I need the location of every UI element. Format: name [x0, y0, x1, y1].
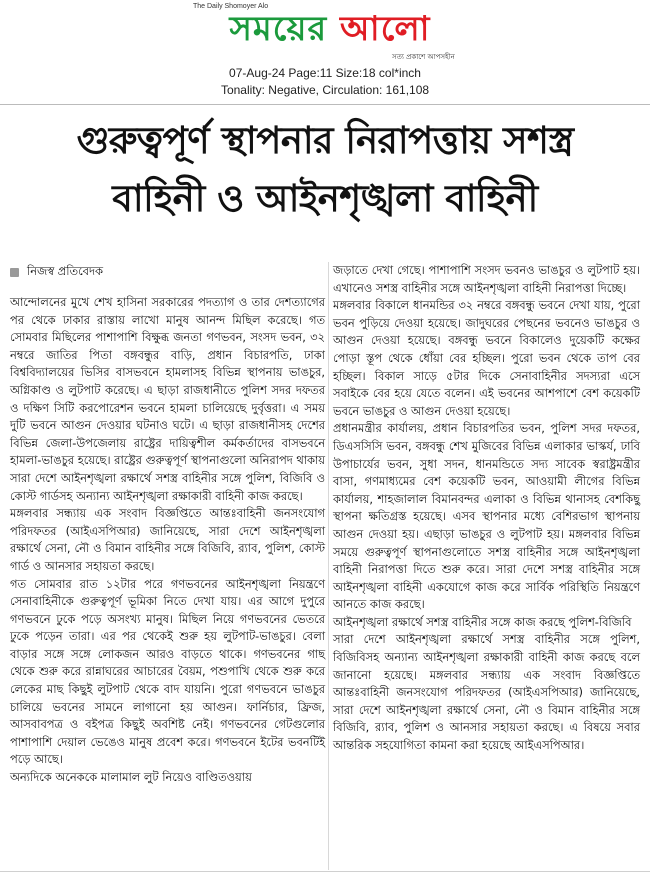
article-subheading: আইনশৃঙ্খলা রক্ষার্থে সশস্ত্র বাহিনীর সঙ্গে কাজ করছে পুলিশ-বিজিবি — [333, 614, 632, 629]
article-paragraph: অন্যদিকে অনেককে মালামাল লুট নিয়েও বাণ্ডিতওয়ায় — [10, 770, 252, 785]
bottom-divider — [0, 871, 650, 872]
article-paragraph: মঙ্গলবার সন্ধ্যায় এক সংবাদ বিজ্ঞপ্তিতে আন্তঃবাহিনী জনসংযোগ পরিদফতর (আইএসপিআর) জানিয়েছে, সারা দেশে আইনশৃঙ্খলা রক্ষার্থে সেনা, নৌ ও বিমান বাহিনীর সঙ্গে বিজিবি, র‍্যাব, পুলিশ, কোস্ট গার্ড ও আনসার সহায়তা করছে। — [10, 506, 325, 573]
logo-word-1: সময়ের — [229, 9, 328, 49]
newspaper-logo — [195, 8, 465, 50]
article-column-left — [10, 262, 325, 787]
clipping-meta-tonality: Tonality: Negative, Circulation: 161,108 — [220, 83, 430, 97]
article-paragraph: প্রধানমন্ত্রীর কার্যালয়, প্রধান বিচারপতির ভবন, পুলিশ সদর দফতর, ডিএসসিসি ভবন, বঙ্গবন্ধু শেখ মুজিবের বিভিন্ন এলাকার ভাস্কর্য, ঢাবি উপাচার্যের ভবন, সুধা সদন, ধানমন্ডিতে সদ্য সাবেক স্বরাষ্ট্রমন্ত্রীর বাসা, গণমাধ্যমের বেশ কয়েকটি ভবন, আওয়ামী লীগের বিভিন্ন কার্যালয়, শাহজালাল বিমানবন্দর এলাকা ও বিভিন্ন থানাসহ বেশকিছু স্থাপনা ক্ষতিগ্রস্ত হয়েছে। এসব স্থাপনার মধ্যে বেশিরভাগ স্থাপনায় আগুন দেওয়া হয়। এছাড়া ভাঙচুর ও লুটপাট হয়। মঙ্গলবার বিভিন্ন সময়ে গুরুত্বপূর্ণ স্থাপনাগুলোতে সশস্ত্র বাহিনীর সঙ্গে আইনশৃঙ্খলা বাহিনী নিরাপত্তা দিতে শুরু করে। সারা দেশে সশস্ত্র বাহিনীর সঙ্গে আইনশৃঙ্খলা বাহিনী একযোগে কাজ করে সার্বিক পরিস্থিতি নিয়ন্ত্রণে আনতে কাজ করছে। — [333, 421, 640, 612]
article-paragraph: গত সোমবার রাত ১২টার পরে গণভবনের আইনশৃঙ্খলা নিয়ন্ত্রণে সেনাবাহিনীকে গুরুত্বপূর্ণ ভূমিকা নিতে দেখা যায়। এর আগে দুপুরে গণভবনে ঢুকে পড়ে অসংখ্য মানুষ। মিছিল নিয়ে গণভবনের ভেতরে ঢুকে পড়েন তারা। এর পর থেকেই শুরু হয় লুটপাট-ভাঙচুর। বেলা বাড়ার সঙ্গে সঙ্গে লোকজন আরও বাড়তে থাকে। গণভবনের গাছ থেকে শুরু করে রান্নাঘরের আচারের বৈয়ম, পশুপাখি থেকে শুরু করে লেকের মাছ কিছুই লুটপাট থেকে বাদ যায়নি। পুরো গণভবনে ভাঙচুর চালিয়ে ভবনের সামনে লাগানো হয় আগুন। ফার্নিচার, ফ্রিজ, আসবাবপত্র ও বইপত্র কিছুই অবশিষ্ট নেই। গণভবনের গেটগুলোর পাশাপাশি দেয়াল ভেঙেও মানুষ প্রবেশ করে। গণভবনে ইটের ভবনটিই পড়ে আছে। — [10, 576, 325, 767]
masthead — [0, 0, 650, 60]
byline — [10, 262, 325, 282]
column-divider — [328, 262, 329, 870]
byline-text: নিজস্ব প্রতিবেদক — [27, 264, 103, 279]
clipping-meta-date-page: 07-Aug-24 Page:11 Size:18 col*inch — [229, 66, 421, 80]
headline-line-1: গুরুত্বপূর্ণ স্থাপনার নিরাপত্তায় সশস্ত্র — [76, 119, 574, 162]
masthead-english-name: The Daily Shomoyer Alo — [193, 3, 269, 10]
headline-line-2: বাহিনী ও আইনশৃঙ্খলা বাহিনী — [112, 177, 538, 220]
article-paragraph: জড়াতে দেখা গেছে। পাশাপাশি সংসদ ভবনও ভাঙচুর ও লুটপাট হয়। এখানেও সশস্ত্র বাহিনীর সঙ্গে আইনশৃঙ্খলা বাহিনী নিরাপত্তা দিচ্ছে। — [333, 263, 640, 295]
article-column-right — [333, 262, 640, 755]
article-paragraph: আন্দোলনের মুখে শেখ হাসিনা সরকারের পদত্যাগ ও তার দেশত্যাগের পর থেকে ঢাকার রাস্তায় লাখো মানুষ আনন্দ মিছিল করেছে। গত সোমবার মিছিলের পাশাপাশি বিক্ষুব্ধ জনতা গণভবন, সংসদ ভবন, ৩২ নম্বরে জাতির পিতা বঙ্গবন্ধুর বাড়ি, প্রধান বিচারপতি, ঢাকা বিশ্ববিদ্যালয়ের ভিসির বাসভবনে হামলাসহ বিভিন্ন স্থাপনায় ভাঙচুর, অগ্নিকাণ্ড ও লুটপাট করেছে। এ ছাড়া রাজধানীতে পুলিশ সদর দফতর ও দক্ষিণ সিটি করপোরেশন ভবনে হামলা চালিয়েছে দুর্বৃত্তরা। এ সময় দুটি ভবনে আগুন দেওয়ার ঘটনাও ঘটে। এ ছাড়া রাজধানীসহ দেশের বিভিন্ন জেলা-উপজেলায় রাষ্ট্রের দায়িত্বশীল কর্মকর্তাদের বাসভবনে হামলা-ভাঙচুর হয়েছে। রাষ্ট্রের গুরুত্বপূর্ণ স্থাপনাগুলো অনিরাপদ থাকায় সারা দেশে আইনশৃঙ্খলা রক্ষার্থে সশস্ত্র বাহিনীর সঙ্গে পুলিশ, বিজিবি ও কোস্ট গার্ডসহ অন্যান্য আইনশৃঙ্খলা রক্ষাকারী বাহিনী কাজ করছে। — [10, 295, 325, 503]
article-paragraph: মঙ্গলবার বিকালে ধানমন্ডির ৩২ নম্বরে বঙ্গবন্ধু ভবনে দেখা যায়, পুরো ভবন পুড়িয়ে দেওয়া হয়েছে। জাদুঘরের পেছনের ভবনেও ভাঙচুর ও আগুন দেওয়া হয়েছে। বঙ্গবন্ধু ভবনে বিকালেও দুয়েকটি কক্ষের পোড়া স্তূপ থেকে ধোঁয়া বের হচ্ছিল। পুরো ভবন থেকে তাপ বের হচ্ছিল। বিকাল সাড়ে ৫টার দিকে সেনাবাহিনীর সদস্যরা এসে সবাইকে বের হয়ে যেতে বলেন। এই ভবনের আশপাশে বেশ কয়েকটি ভবনে ভাঙচুর ও আগুন দেওয়া হয়েছে। — [333, 298, 640, 418]
header-divider — [0, 104, 650, 105]
logo-word-2: আলো — [340, 9, 431, 49]
masthead-tagline: সত্য প্রকাশে আপসহীন — [392, 53, 455, 61]
square-bullet-icon — [10, 268, 19, 277]
article-headline — [8, 112, 642, 228]
article-paragraph: সারা দেশে আইনশৃঙ্খলা রক্ষার্থে সশস্ত্র বাহিনীর সঙ্গে পুলিশ, বিজিবিসহ অন্যান্য আইনশৃঙ্খলা রক্ষাকারী বাহিনী কাজ করছে বলে জানানো হয়েছে। মঙ্গলবার সন্ধ্যায় এক সংবাদ বিজ্ঞপ্তিতে আন্তঃবাহিনী জনসংযোগ পরিদফতর (আইএসপিআর) জানিয়েছে, সারা দেশে আইনশৃঙ্খলা রক্ষার্থে সেনা, নৌ ও বিমান বাহিনীর সঙ্গে বিজিবি, র‍্যাব, পুলিশ ও আনসার সহায়তা করছে। এ বিষয়ে সবার আন্তরিক সহযোগিতা কামনা করা হয়েছে আইএসপিআর। — [333, 632, 640, 753]
